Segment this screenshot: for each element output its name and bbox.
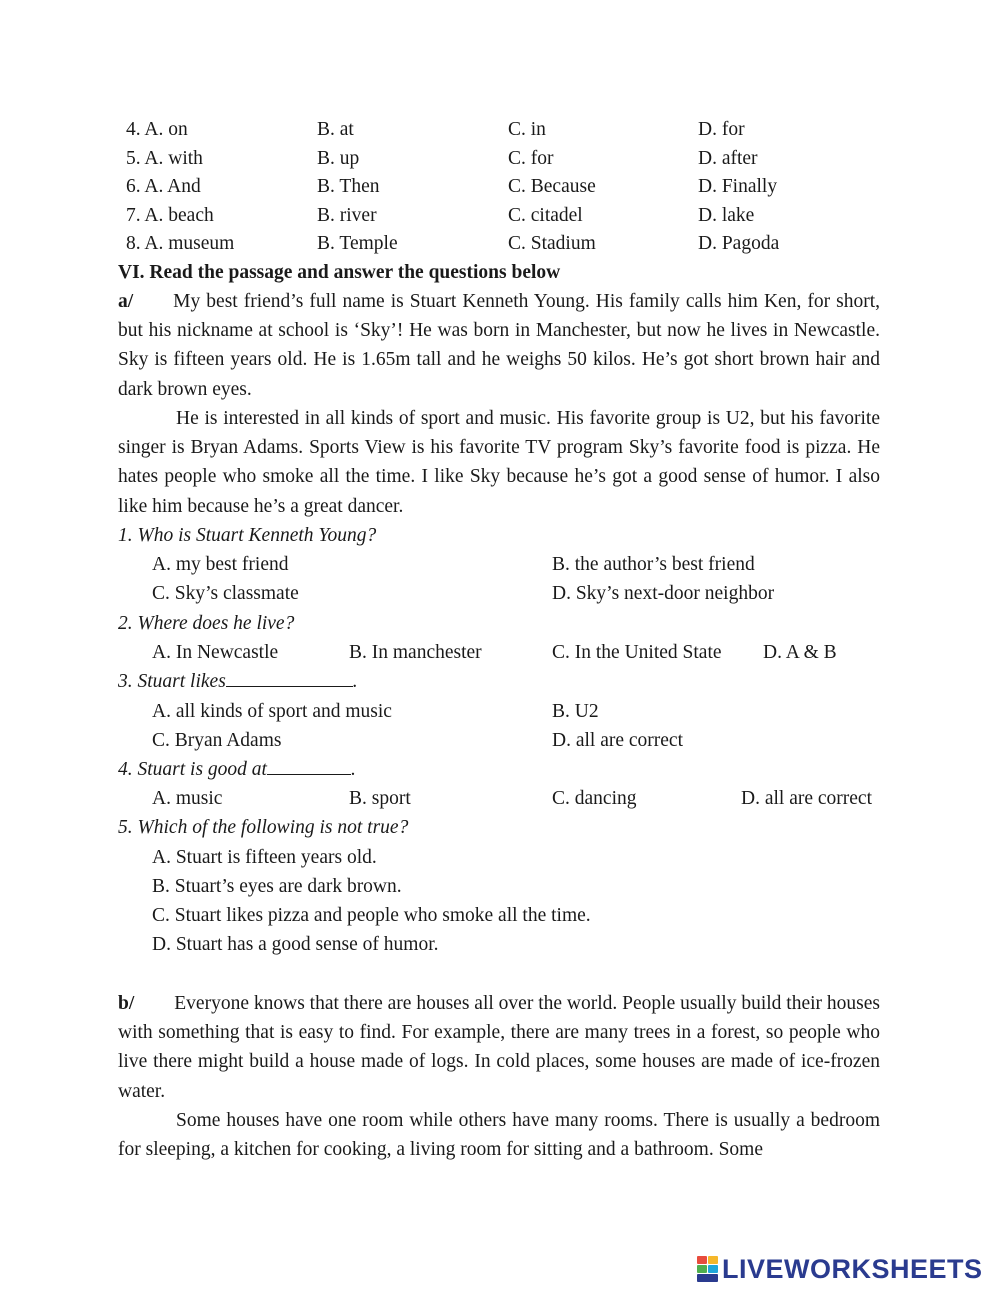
option-a[interactable]: 4. A. on [126,119,188,140]
option-b[interactable]: B. river [317,205,377,226]
option-d[interactable]: D. lake [698,205,755,226]
option-row [0,115,1000,144]
answer-blank[interactable] [267,756,351,775]
option-c[interactable]: C. for [508,148,554,169]
q1-option-a[interactable]: A. my best friend [152,554,289,575]
passage-b-text-1: Everyone knows that there are houses all over the world. People usually build their houses with something that is easy to find. For example, there are many trees in a forest, so people who live there might build a house made of logs. In cold places, some houses are made of ice-frozen water. [118,993,880,1102]
option-a[interactable]: 5. A. with [126,148,203,169]
option-row [0,201,1000,230]
passage-b-paragraph-1 [118,989,880,1106]
question-3 [118,667,358,696]
option-a[interactable]: 8. A. museum [126,233,235,254]
question-3-text: 3. Stuart likes [118,671,226,692]
answer-blank[interactable] [226,668,353,687]
option-c[interactable]: C. in [508,119,546,140]
option-b[interactable]: B. at [317,119,354,140]
logo-text: LIVEWORKSHEETS [722,1253,983,1284]
q2-option-d[interactable]: D. A & B [763,642,837,663]
q5-option-d[interactable]: D. Stuart has a good sense of humor. [152,934,439,955]
q1-option-c[interactable]: C. Sky’s classmate [152,583,299,604]
q3-option-c[interactable]: C. Bryan Adams [152,730,282,751]
question-5: 5. Which of the following is not true? [118,817,409,838]
logo-block [708,1256,718,1264]
option-b[interactable]: B. Then [317,176,380,197]
question-2: 2. Where does he live? [118,613,295,634]
passage-a-text-1: My best friend’s full name is Stuart Kenneth Young. His family calls him Ken, for short, but his nickname at school is ‘Sky’! He was born in Manchester, but now he lives in Newcastle. Sky is fifteen years old. He is 1.65m tall and he weighs 50 kilos. He’s got short brown hair and dark brown eyes. [118,291,880,400]
logo-block [708,1265,718,1273]
option-a[interactable]: 6. A. And [126,176,201,197]
passage-a-label: a/ [118,291,134,312]
option-row [0,229,1000,258]
passage-a-paragraph-2: He is interested in all kinds of sport and music. His favorite group is U2, but his favorite singer is Bryan Adams. Sports View is his favorite TV program Sky’s favorite food is pizza. He hates people who smoke all the time. I like Sky because he’s got a good sense of humor. I also like him because he’s a great dancer. [118,408,880,517]
q5-option-b[interactable]: B. Stuart’s eyes are dark brown. [152,876,402,897]
logo-block [697,1265,707,1273]
q4-option-a[interactable]: A. music [152,788,223,809]
q5-option-a[interactable]: A. Stuart is fifteen years old. [152,847,377,868]
q3-option-a[interactable]: A. all kinds of sport and music [152,701,392,722]
option-row [0,172,1000,201]
liveworksheets-logo [697,1254,983,1284]
q2-option-a[interactable]: A. In Newcastle [152,642,279,663]
question-4-text: 4. Stuart is good at [118,759,267,780]
q3-option-d[interactable]: D. all are correct [552,730,683,751]
liveworksheets-logo-icon [697,1256,719,1282]
option-d[interactable]: D. after [698,148,758,169]
option-b[interactable]: B. Temple [317,233,398,254]
option-c[interactable]: C. Stadium [508,233,596,254]
option-c[interactable]: C. Because [508,176,596,197]
question-4 [118,755,356,784]
passage-b-label: b/ [118,993,135,1014]
logo-block [697,1274,718,1282]
question-3-end: . [352,671,358,692]
question-1: 1. Who is Stuart Kenneth Young? [118,525,377,546]
q1-option-d[interactable]: D. Sky’s next-door neighbor [552,583,775,604]
option-b[interactable]: B. up [317,148,360,169]
option-c[interactable]: C. citadel [508,205,583,226]
q5-option-c[interactable]: C. Stuart likes pizza and people who smoke all the time. [152,905,591,926]
q3-option-b[interactable]: B. U2 [552,701,599,722]
option-row [0,144,1000,173]
passage-b-paragraph-2: Some houses have one room while others have many rooms. There is usually a bedroom for sleeping, a kitchen for cooking, a living room for sitting and a bathroom. Some [118,1110,880,1161]
q4-option-c[interactable]: C. dancing [552,788,637,809]
option-d[interactable]: D. Pagoda [698,233,780,254]
option-d[interactable]: D. for [698,119,745,140]
question-4-end: . [350,759,356,780]
logo-block [697,1256,707,1264]
section-title: VI. Read the passage and answer the questions below [118,262,561,283]
q2-option-c[interactable]: C. In the United State [552,642,722,663]
passage-a-paragraph-1 [118,287,880,404]
q4-option-b[interactable]: B. sport [349,788,411,809]
option-a[interactable]: 7. A. beach [126,205,214,226]
option-d[interactable]: D. Finally [698,176,778,197]
q1-option-b[interactable]: B. the author’s best friend [552,554,755,575]
q4-option-d[interactable]: D. all are correct [741,788,872,809]
q2-option-b[interactable]: B. In manchester [349,642,482,663]
